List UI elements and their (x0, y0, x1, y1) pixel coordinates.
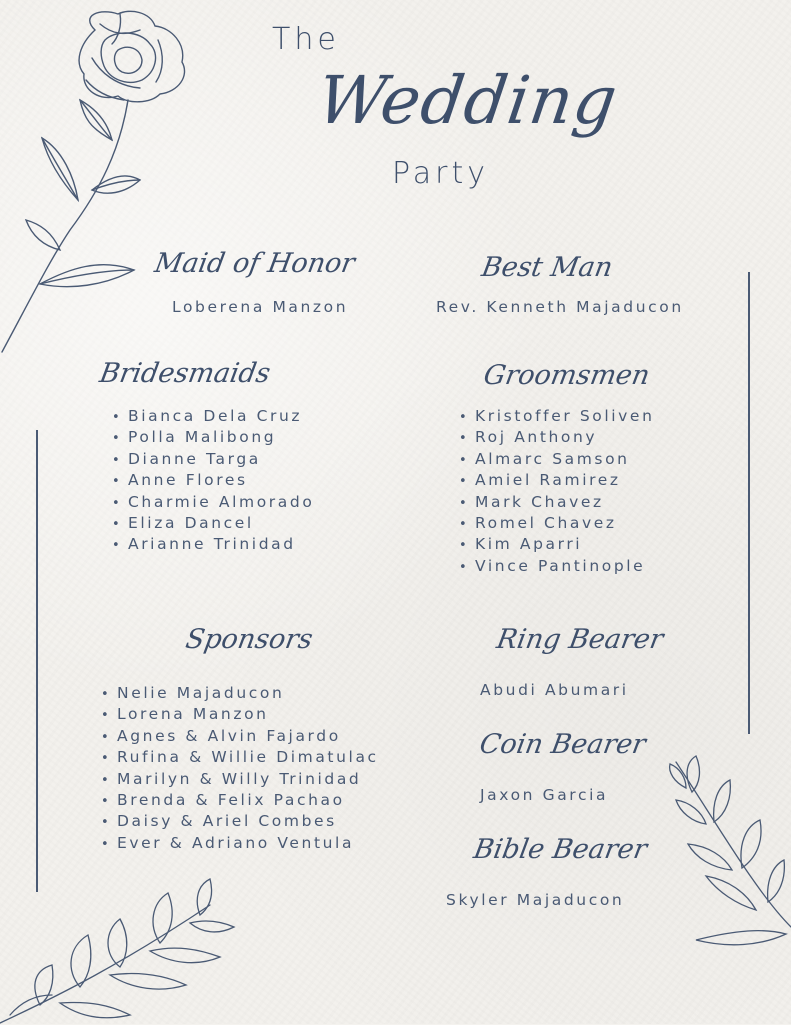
list-item: • Bianca Dela Cruz (112, 407, 303, 425)
coin-bearer-name: Jaxon Garcia (480, 786, 609, 804)
list-item: • Ever & Adriano Ventula (101, 833, 355, 852)
list-item: • Romel Chavez (459, 513, 617, 532)
list-item: • Rufina & Willie Dimatulac (101, 748, 379, 767)
list-item: • Almarc Samson (459, 449, 630, 468)
list-item: • Agnes & Alvin Fajardo (101, 726, 341, 745)
title-wedding: Wedding (312, 62, 623, 139)
leaf-branch-icon (656, 752, 791, 952)
best-man-name: Rev. Kenneth Majaducon (436, 298, 684, 316)
list-item: • Marilyn & Willy Trinidad (101, 769, 362, 788)
list-item: • Charmie Almorado (112, 492, 315, 511)
bridesmaids-heading: Bridesmaids (97, 358, 273, 389)
leaf-branch-icon (0, 875, 240, 1025)
list-item: • Vince Pantinople (459, 556, 646, 575)
sponsors-list (101, 683, 379, 854)
list-item: • Polla Malibong (112, 428, 277, 447)
list-item: • Anne Flores (112, 471, 248, 490)
list-item: • Nelie Majaducon (101, 684, 285, 702)
title-party: Party (392, 156, 489, 191)
list-item: • Dianne Targa (112, 449, 261, 468)
divider-line-right (748, 272, 750, 734)
list-item: • Lorena Manzon (101, 705, 269, 724)
divider-line-left (36, 430, 38, 892)
coin-bearer-heading: Coin Bearer (477, 729, 648, 760)
groomsmen-list (459, 406, 655, 577)
bible-bearer-heading: Bible Bearer (471, 834, 650, 865)
maid-of-honor-heading: Maid of Honor (152, 248, 358, 279)
maid-of-honor-name: Loberena Manzon (172, 298, 349, 316)
bible-bearer-name: Skyler Majaducon (446, 891, 625, 909)
list-item: • Arianne Trinidad (112, 535, 296, 554)
groomsmen-heading: Groomsmen (481, 360, 653, 391)
list-item: • Kristoffer Soliven (459, 407, 655, 425)
list-item: • Mark Chavez (459, 492, 604, 511)
list-item: • Kim Aparri (459, 535, 583, 554)
list-item: • Amiel Ramirez (459, 471, 621, 490)
ring-bearer-heading: Ring Bearer (494, 624, 666, 655)
sponsors-heading: Sponsors (183, 624, 316, 655)
list-item: • Eliza Dancel (112, 513, 254, 532)
list-item: • Roj Anthony (459, 428, 598, 447)
ring-bearer-name: Abudi Abumari (480, 681, 629, 699)
list-item: • Daisy & Ariel Combes (101, 812, 337, 831)
peony-flower-icon (0, 0, 200, 360)
title-the: The (272, 22, 340, 57)
best-man-heading: Best Man (479, 252, 615, 283)
bridesmaids-list (112, 406, 314, 556)
list-item: • Brenda & Felix Pachao (101, 790, 345, 809)
